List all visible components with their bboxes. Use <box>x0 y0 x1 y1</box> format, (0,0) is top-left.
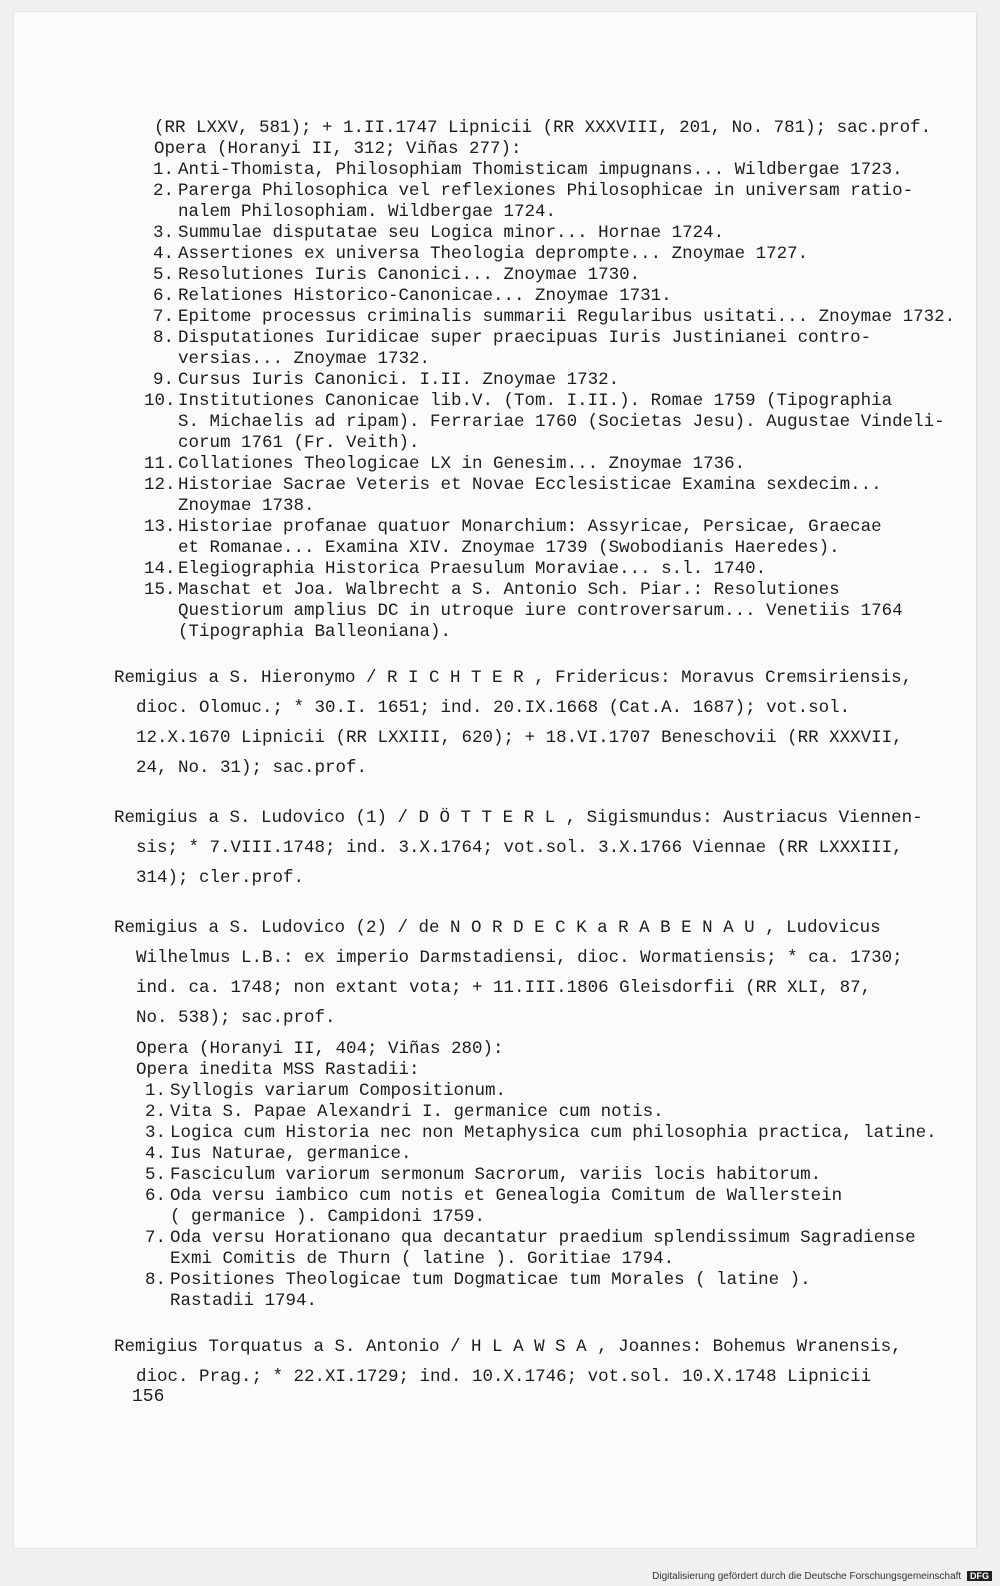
entry-heading: Remigius a S. Ludovico (2) / de N O R D E C K a R A B E N A U , Ludovicus <box>114 918 881 938</box>
list-item <box>144 181 954 223</box>
list-item <box>144 517 954 559</box>
list-item <box>136 1270 954 1312</box>
entry-body <box>114 833 954 893</box>
text-line: (RR LXXV, 581); + 1.II.1747 Lipnicii (RR XXXVIII, 201, No. 781); sac.prof. <box>154 118 932 138</box>
item-text: Anti-Thomista, Philosophiam Thomisticam impugnans... Wildbergae 1723. <box>178 160 903 180</box>
page-content <box>114 118 954 1392</box>
list-item <box>144 391 954 454</box>
item-number: 4. <box>144 1144 166 1164</box>
item-number: 5. <box>152 265 174 285</box>
item-text: Historiae Sacrae Veteris et Novae Ecclesisticae Examina sexdecim... Znoymae 1738. <box>178 475 882 516</box>
list-item <box>136 1186 954 1228</box>
item-text: Collationes Theologicae LX in Genesim... Znoymae 1736. <box>178 454 746 474</box>
item-text: Institutiones Canonicae lib.V. (Tom. I.II.). Romae 1759 (Tipographia S. Michaelis ad ripam). Ferrariae 1760 (Societas Jesu). Augustae Vindeli- corum 1761 (Fr. Veith). <box>178 391 945 453</box>
item-number: 2. <box>144 1102 166 1122</box>
item-text: Maschat et Joa. Walbrecht a S. Antonio Sch. Piar.: Resolutiones Questiorum amplius DC in utroque iure controversarum... Venetiis 1764 (Tipographia Balleoniana). <box>178 580 903 642</box>
list-item <box>144 454 954 475</box>
item-text: Historiae profanae quatuor Monarchium: Assyricae, Persicae, Graecae et Romanae... Examina XIV. Znoymae 1739 (Swobodianis Haeredes). <box>178 517 882 558</box>
item-number: 6. <box>144 1186 166 1206</box>
entry-line: sis; * 7.VIII.1748; ind. 3.X.1764; vot.sol. 3.X.1766 Viennae (RR LXXXIII, <box>136 838 903 858</box>
item-text: Parerga Philosophica vel reflexiones Philosophicae in universam ratio- nalem Philosophiam. Wildbergae 1724. <box>178 181 914 222</box>
entry-body <box>114 1362 954 1392</box>
item-number: 12. <box>144 475 176 495</box>
list-item <box>144 223 954 244</box>
biographical-entry <box>114 913 954 1033</box>
entry-line: dioc. Prag.; * 22.XI.1729; ind. 10.X.1746; vot.sol. 10.X.1748 Lipnicii <box>136 1367 872 1387</box>
item-text: Relationes Historico-Canonicae... Znoymae 1731. <box>178 286 672 306</box>
item-number: 10. <box>144 391 176 411</box>
opera-list <box>114 160 954 643</box>
item-number: 14. <box>144 559 176 579</box>
list-item <box>144 244 954 265</box>
entry-line: ind. ca. 1748; non extant vota; + 11.III.1806 Gleisdorfii (RR XLI, 87, <box>136 978 872 998</box>
list-item <box>136 1228 954 1270</box>
item-text: Epitome processus criminalis summarii Regularibus usitati... Znoymae 1732. <box>178 307 956 327</box>
opera-section <box>114 1039 954 1312</box>
list-item <box>144 328 954 370</box>
footer <box>652 1571 992 1582</box>
item-text: Resolutiones Iuris Canonici... Znoymae 1730. <box>178 265 641 285</box>
item-number: 4. <box>152 244 174 264</box>
item-text: Logica cum Historia nec non Metaphysica cum philosophia practica, latine. <box>170 1123 937 1143</box>
item-text: Cursus Iuris Canonici. I.II. Znoymae 1732. <box>178 370 620 390</box>
entry-heading: Remigius a S. Ludovico (1) / D Ö T T E R L , Sigismundus: Austriacus Viennen- <box>114 808 923 828</box>
entry-line: 12.X.1670 Lipnicii (RR LXXIII, 620); + 18.VI.1707 Beneschovii (RR XXXVII, <box>136 728 903 748</box>
list-item <box>136 1144 954 1165</box>
item-number: 7. <box>152 307 174 327</box>
page-number: 156 <box>132 1387 165 1407</box>
list-item <box>136 1165 954 1186</box>
entry-line: 24, No. 31); sac.prof. <box>136 758 368 778</box>
list-item <box>136 1081 954 1102</box>
scanned-page <box>14 12 976 1548</box>
opera-heading: Opera (Horanyi II, 404; Viñas 280): <box>136 1039 504 1059</box>
item-number: 8. <box>152 328 174 348</box>
list-item <box>144 160 954 181</box>
opera-subheading: Opera inedita MSS Rastadii: <box>136 1060 420 1080</box>
item-number: 5. <box>144 1165 166 1185</box>
entry-line: Wilhelmus L.B.: ex imperio Darmstadiensi, dioc. Wormatiensis; * ca. 1730; <box>136 948 903 968</box>
item-text: Assertiones ex universa Theologia deprompte... Znoymae 1727. <box>178 244 809 264</box>
item-number: 15. <box>144 580 176 600</box>
item-text: Disputationes Iuridicae super praecipuas Iuris Justinianei contro- versias... Znoymae 1732. <box>178 328 872 369</box>
item-number: 3. <box>152 223 174 243</box>
item-text: Ius Naturae, germanice. <box>170 1144 412 1164</box>
item-text: Summulae disputatae seu Logica minor... Hornae 1724. <box>178 223 725 243</box>
item-text: Syllogis variarum Compositionum. <box>170 1081 507 1101</box>
list-item <box>144 580 954 643</box>
item-text: Fasciculum variorum sermonum Sacrorum, variis locis habitorum. <box>170 1165 822 1185</box>
opera-list <box>136 1081 954 1312</box>
entry-line: 314); cler.prof. <box>136 868 305 888</box>
item-number: 8. <box>144 1270 166 1290</box>
list-item <box>144 475 954 517</box>
item-number: 9. <box>152 370 174 390</box>
entry-line: dioc. Olomuc.; * 30.I. 1651; ind. 20.IX.1668 (Cat.A. 1687); vot.sol. <box>136 698 851 718</box>
list-item <box>136 1102 954 1123</box>
entry-heading: Remigius Torquatus a S. Antonio / H L A W S A , Joannes: Bohemus Wranensis, <box>114 1337 902 1357</box>
list-item <box>144 370 954 391</box>
item-text: Elegiographia Historica Praesulum Moraviae... s.l. 1740. <box>178 559 767 579</box>
item-number: 1. <box>144 1081 166 1101</box>
list-item <box>136 1123 954 1144</box>
list-item <box>144 307 954 328</box>
item-number: 1. <box>152 160 174 180</box>
item-number: 7. <box>144 1228 166 1248</box>
entry-body <box>114 943 954 1033</box>
entry-line: No. 538); sac.prof. <box>136 1008 336 1028</box>
dfg-logo: DFG <box>967 1571 992 1581</box>
entry-body <box>114 693 954 783</box>
biographical-entry <box>114 663 954 783</box>
item-number: 6. <box>152 286 174 306</box>
item-number: 11. <box>144 454 176 474</box>
biographical-entry <box>114 803 954 893</box>
biographical-entry <box>114 1332 954 1392</box>
list-item <box>144 265 954 286</box>
list-item <box>144 559 954 580</box>
entry-heading: Remigius a S. Hieronymo / R I C H T E R , Fridericus: Moravus Cremsiriensis, <box>114 668 913 688</box>
list-item <box>144 286 954 307</box>
item-text: Oda versu iambico cum notis et Genealogia Comitum de Wallerstein ( germanice ). Campidoni 1759. <box>170 1186 843 1227</box>
item-text: Positiones Theologicae tum Dogmaticae tum Morales ( latine ). Rastadii 1794. <box>170 1270 811 1311</box>
footer-text: Digitalisierung gefördert durch die Deutsche Forschungsgemeinschaft <box>652 1571 962 1582</box>
item-number: 13. <box>144 517 176 537</box>
opera-heading: Opera (Horanyi II, 312; Viñas 277): <box>154 139 522 159</box>
item-text: Vita S. Papae Alexandri I. germanice cum notis. <box>170 1102 664 1122</box>
item-text: Oda versu Horationano qua decantatur praedium splendissimum Sagradiense Exmi Comitis de Thurn ( latine ). Goritiae 1794. <box>170 1228 916 1269</box>
item-number: 2. <box>152 181 174 201</box>
item-number: 3. <box>144 1123 166 1143</box>
